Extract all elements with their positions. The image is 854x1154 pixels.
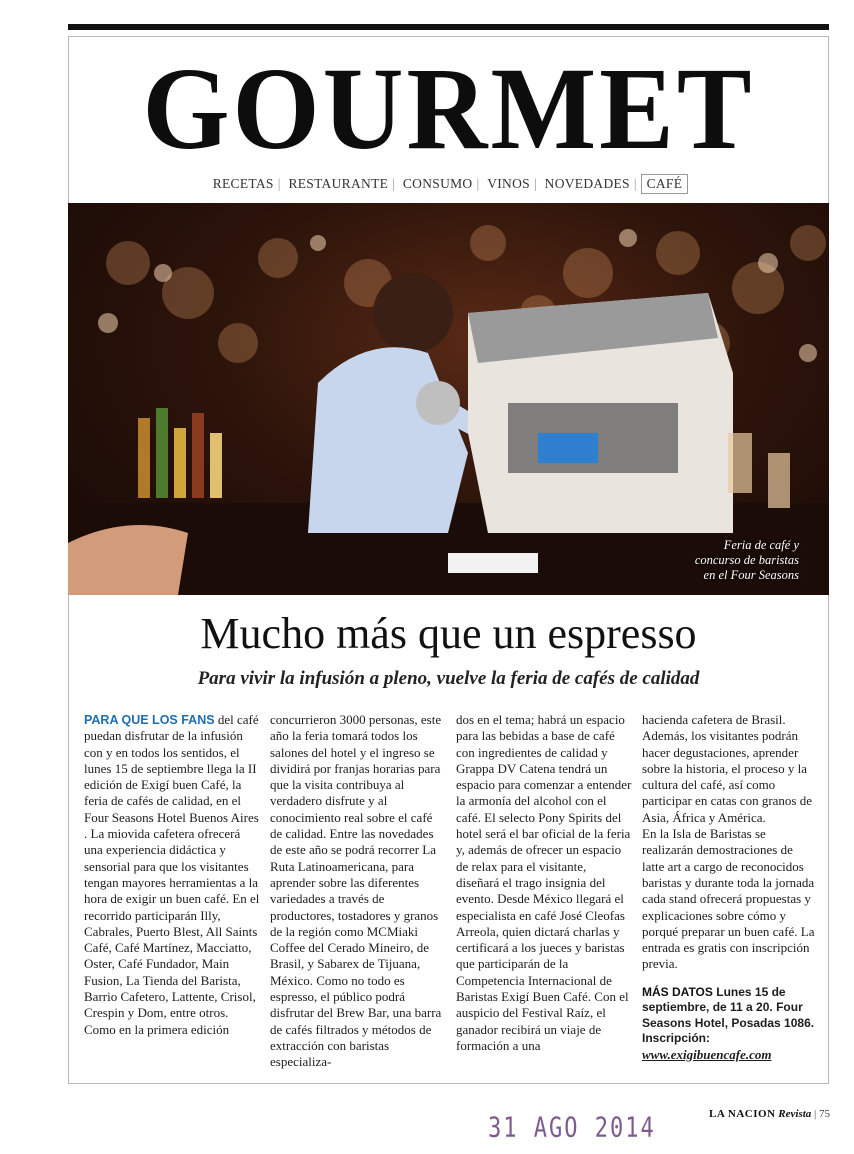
photo-caption: [659, 538, 799, 583]
column-text: del café puedan disfrutar de la infusión con y en todos los sentidos, el lunes 15 de septiembre llega la II edición de Exigí buen Café, la feria de cafés de calidad, en el Four Seasons Hotel Buenos Aires . La miovida cafetera ofrecerá una experiencia didáctica y sensorial para que los visitantes tengan mayores herramientas a la hora de exigir un buen café. En el recorrido participarán Illy, Cabrales, Puerto Blest, All Saints Café, Café Martínez, Macciatto, Oster, Café Fundador, Main Fusion, La Tienda del Barista, Barrio Cafetero, Lattente, Crisol, Crespin y Dom, entre otros. Como en la primera edición: [84, 712, 260, 1037]
column-paragraph: [84, 712, 260, 1038]
nav-item-cafe[interactable]: CAFÉ: [641, 174, 689, 194]
nav-item-recetas[interactable]: RECETAS: [212, 176, 274, 191]
article-column-4: [642, 712, 818, 1063]
nav-separator: |: [533, 176, 537, 191]
nav-item-vinos[interactable]: VINOS: [487, 176, 530, 191]
article-headline: Mucho más que un espresso: [200, 609, 697, 658]
page-number: | 75: [814, 1108, 830, 1120]
nav-item-restaurante[interactable]: RESTAURANTE: [288, 176, 389, 191]
section-masthead: GOURMET: [142, 43, 755, 175]
publication-section: Revista: [778, 1108, 812, 1120]
lede-lead-in: PARA QUE LOS FANS: [84, 713, 215, 727]
more-info-box: [642, 985, 818, 1064]
nav-separator: |: [392, 176, 396, 191]
section-nav: [68, 174, 829, 194]
nav-item-consumo[interactable]: CONSUMO: [402, 176, 473, 191]
nav-separator: |: [476, 176, 480, 191]
caption-line: Feria de café y: [723, 538, 799, 552]
registration-link[interactable]: www.exigibuencafe.com: [642, 1046, 772, 1062]
article-photo: [68, 203, 829, 595]
barista-scene-illustration: [68, 203, 829, 595]
column-text: En la Isla de Baristas se realizarán demostraciones de latte art a cargo de reconocidos baristas y durante toda la jornada cada stand ofrecerá propuestas y explicaciones sobre cómo y porqué preparar un buen café. La entrada es gratis con inscripción previa.: [642, 826, 815, 972]
column-text: hacienda cafetera de Brasil. Además, los visitantes podrán hacer degustaciones, aprender sobre la historia, el proceso y la cultura del café, así como participar en catas con granos de Asia, África y América.: [642, 712, 813, 825]
nav-item-novedades[interactable]: NOVEDADES: [544, 176, 630, 191]
article-column-3: [456, 712, 632, 1054]
more-info-text: Lunes 15 de septiembre, de 11 a 20. Four Seasons Hotel, Posadas 1086. Inscripción:: [642, 984, 815, 1046]
nav-separator: |: [277, 176, 281, 191]
caption-line: concurso de baristas: [694, 553, 799, 567]
date-stamp: 31 AGO 2014: [488, 1112, 656, 1145]
article-subhead: Para vivir la infusión a pleno, vuelve la feria de cafés de calidad: [197, 668, 700, 689]
column-text: concurrieron 3000 personas, este año la feria tomará todos los salones del hotel y el ingreso se dividirá por franjas horarias para que la visita contribuya al verdadero disfrute y al conocimiento real sobre el café de calidad. Entre las novedades de este año se podrá recorrer La Ruta Latinoamericana, para aprender sobre las diferentes variedades a través de productores, tostadores y granos de la región como MCMiaki Coffee del Cerado Mineiro, de Brasil, y Sabarex de Tijuana, México. Como no todo es espresso, el público podrá disfrutar del Brew Bar, una barra de cafés filtrados y métodos de extracción con baristas especializa-: [270, 712, 442, 1070]
publication-name: LA NACION: [709, 1108, 776, 1120]
article-column-1: [84, 712, 260, 1038]
caption-line: en el Four Seasons: [703, 568, 799, 582]
top-rule: [68, 24, 829, 30]
column-text: dos en el tema; habrá un espacio para las bebidas a base de café con ingredientes de calidad y Grappa DV Catena tendrá un espacio para comenzar a entender la armonía del alcohol con el café. El selecto Pony Spirits del hotel será el bar oficial de la feria y, además de ofrecer un espacio de relax para el visitante, diseñará el trago insignia del evento. Desde México llegará el especialista en café José Cleofas Arreola, quien dictará charlas y certificará a los jueces y baristas que participarán de la Competencia Internacional de Baristas Exigí Buen Café. Con el auspicio del Festival Raíz, el ganador recibirá un viaje de formación a una: [456, 712, 632, 1053]
page-number-value: 75: [819, 1108, 830, 1120]
nav-separator: |: [633, 176, 637, 191]
page-footer: [709, 1108, 830, 1120]
article-column-2: [270, 712, 446, 1071]
more-info-label: MÁS DATOS: [642, 984, 713, 999]
